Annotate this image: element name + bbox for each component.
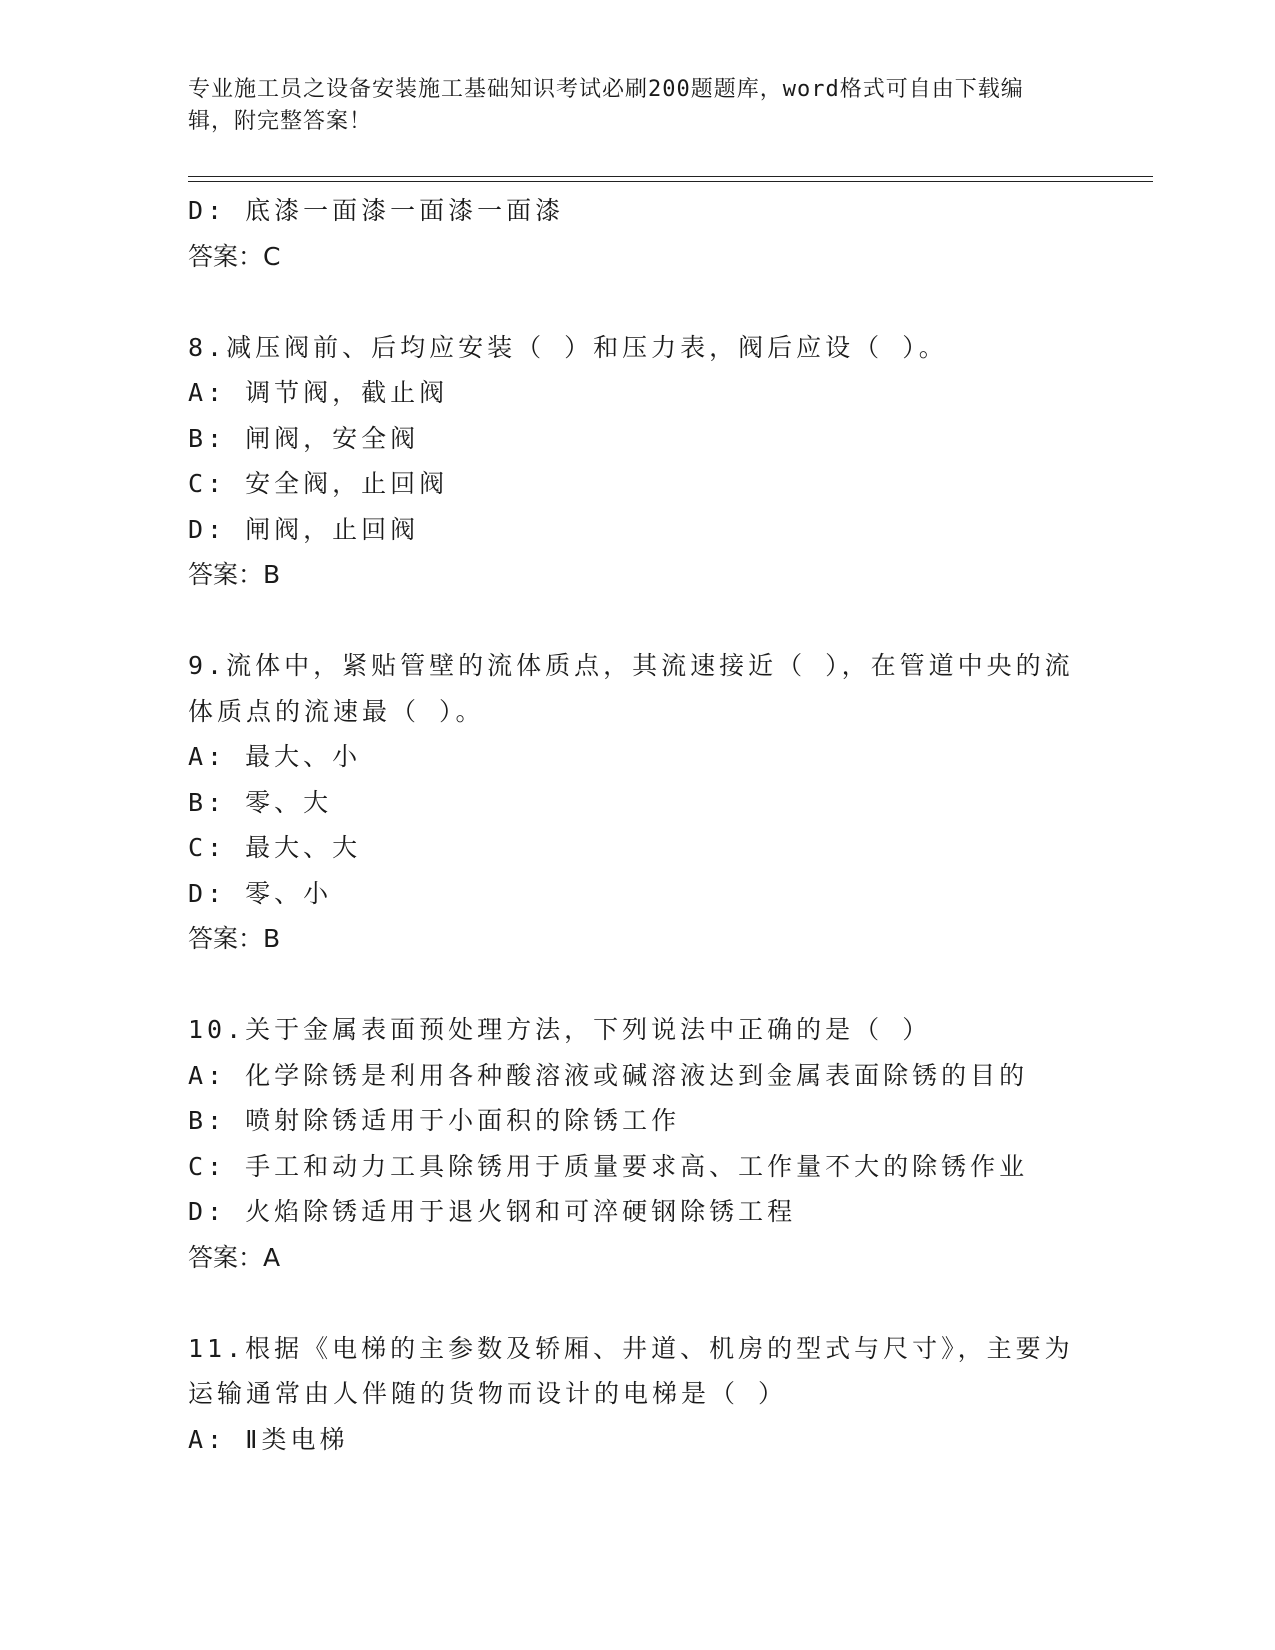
question-stem-line-2: 体质点的流速最（ ）。 (188, 696, 485, 726)
option-a (188, 1053, 1088, 1099)
option-text: 喷射除锈适用于小面积的除锈工作 (245, 1106, 681, 1135)
option-text: Ⅱ类电梯 (245, 1424, 349, 1454)
spacer (188, 962, 1088, 1008)
option-text: 最大、大 (245, 833, 362, 862)
option-letter: D: (188, 878, 227, 908)
question-stem: 8.减压阀前、后均应安装（ ）和压力表，阀后应设（ ）。 (188, 332, 948, 362)
answer-line (188, 1235, 1088, 1281)
option-c (188, 825, 1088, 871)
question-list (188, 188, 1088, 1462)
answer-line (188, 916, 1088, 962)
option-d (188, 1189, 1088, 1235)
option-letter: D: (188, 196, 227, 225)
answer-line (188, 552, 1088, 598)
option-a (188, 734, 1088, 780)
spacer (188, 598, 1088, 644)
option-text: 闸阀，止回阀 (245, 514, 420, 544)
option-a (188, 370, 1088, 416)
option-text: 零、小 (245, 878, 333, 908)
option-text: 最大、小 (245, 742, 362, 771)
option-letter: C: (188, 469, 227, 498)
answer-label: 答案： (188, 560, 264, 589)
spacer (188, 1280, 1088, 1326)
header-divider-bottom (188, 181, 1153, 182)
option-letter: A: (188, 1060, 227, 1090)
option-letter: C: (188, 1151, 227, 1181)
answer-line (188, 234, 1088, 280)
page-header: 专业施工员之设备安装施工基础知识考试必刷200题题库，word格式可自由下载编辑，附完整答案！ (188, 77, 1024, 134)
answer-value: B (263, 560, 282, 589)
header-divider-top (188, 176, 1153, 177)
question-stem-line-1: 9.流体中，紧贴管壁的流体质点，其流速接近（ ），在管道中央的流 (188, 651, 1074, 680)
option-d (188, 507, 1088, 553)
option-text: 调节阀，截止阀 (245, 378, 449, 407)
option-text: 安全阀，止回阀 (245, 469, 449, 498)
answer-label: 答案： (188, 1242, 264, 1272)
option-text: 化学除锈是利用各种酸溶液或碱溶液达到金属表面除锈的目的 (245, 1060, 1029, 1090)
spacer (188, 279, 1088, 325)
option-b (188, 1098, 1088, 1144)
option-text: 闸阀，安全阀 (245, 423, 420, 453)
option-letter: A: (188, 1424, 227, 1454)
option-letter: C: (188, 833, 227, 862)
option-c (188, 1144, 1088, 1190)
option-c (188, 461, 1088, 507)
option-text: 手工和动力工具除锈用于质量要求高、工作量不大的除锈作业 (245, 1151, 1029, 1181)
option-b (188, 780, 1088, 826)
question-block-11 (188, 1326, 1088, 1463)
answer-value: C (263, 241, 282, 271)
question-stem: 10.关于金属表面预处理方法，下列说法中正确的是（ ） (188, 1015, 932, 1044)
answer-value: A (263, 1242, 282, 1272)
option-letter: B: (188, 787, 227, 817)
answer-label: 答案： (188, 924, 264, 953)
option-text: 底漆一面漆一面漆一面漆 (245, 196, 565, 225)
option-letter: D: (188, 514, 227, 544)
question-stem-line-2: 运输通常由人伴随的货物而设计的电梯是（ ） (188, 1379, 788, 1408)
option-letter: A: (188, 742, 227, 771)
option-a (188, 1417, 1088, 1463)
answer-value: B (263, 924, 282, 953)
question-block-8 (188, 325, 1088, 598)
option-letter: A: (188, 378, 227, 407)
option-letter: B: (188, 1106, 227, 1135)
option-letter: B: (188, 423, 227, 453)
option-letter: D: (188, 1197, 227, 1226)
option-d (188, 188, 1088, 234)
question-stem-line-1: 11.根据《电梯的主参数及轿厢、井道、机房的型式与尺寸》，主要为 (188, 1333, 1074, 1363)
question-block-9 (188, 643, 1088, 962)
answer-label: 答案： (188, 241, 264, 271)
option-b (188, 416, 1088, 462)
option-text: 零、大 (245, 787, 333, 817)
question-block-10 (188, 1007, 1088, 1280)
option-d (188, 871, 1088, 917)
option-text: 火焰除锈适用于退火钢和可淬硬钢除锈工程 (245, 1197, 797, 1226)
question-block-7-partial (188, 188, 1088, 279)
